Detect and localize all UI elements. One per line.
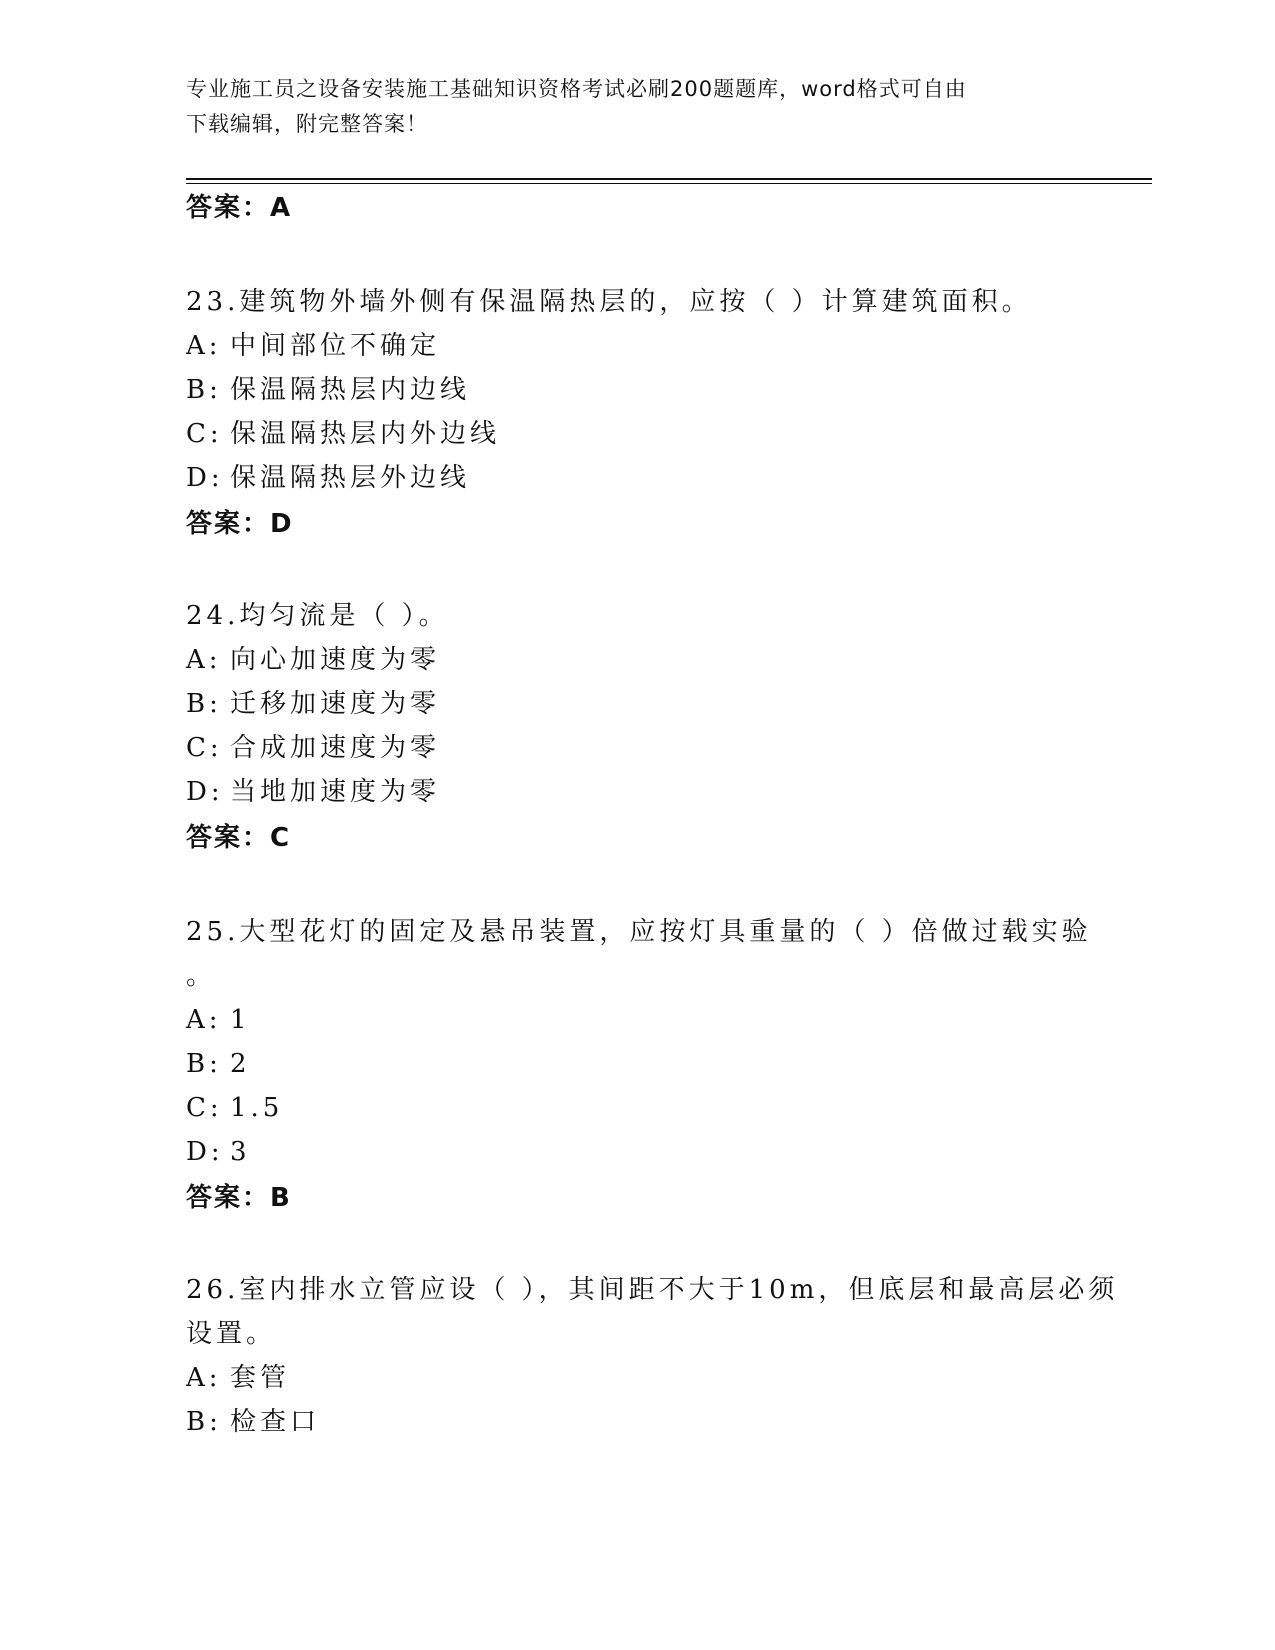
q23-option-b	[186, 374, 470, 406]
q25-answer: 答案：B	[186, 1183, 292, 1213]
option-text: 中间部位不确定	[230, 331, 441, 361]
q25-option-c	[186, 1092, 283, 1124]
q24-option-d	[186, 776, 440, 808]
option-label: A:	[186, 645, 222, 675]
option-text: 保温隔热层外边线	[230, 463, 471, 493]
q26-option-a	[186, 1362, 290, 1394]
option-text: 向心加速度为零	[230, 645, 441, 675]
header-line-1: 专业施工员之设备安装施工基础知识资格考试必刷200题题库，word格式可自由	[186, 77, 967, 101]
q23-answer: 答案：D	[186, 509, 294, 539]
option-label: D:	[186, 463, 224, 493]
q24-stem: 24.均匀流是（ ）。	[186, 601, 449, 631]
option-text: 合成加速度为零	[230, 733, 441, 763]
option-label: D:	[186, 777, 224, 807]
q23-stem: 23.建筑物外墙外侧有保温隔热层的，应按（ ）计算建筑面积。	[186, 287, 1032, 317]
q25-option-d	[186, 1136, 251, 1168]
option-text: 迁移加速度为零	[230, 689, 441, 719]
document-header	[186, 72, 1066, 142]
option-label: B:	[186, 1407, 222, 1437]
option-text: 3	[230, 1137, 251, 1167]
option-label: A:	[186, 331, 222, 361]
option-label: C:	[186, 419, 223, 449]
option-text: 1.5	[230, 1093, 284, 1123]
option-label: A:	[186, 1005, 222, 1035]
option-text: 检查口	[230, 1407, 321, 1437]
header-divider-thick	[186, 178, 1152, 180]
option-text: 保温隔热层内边线	[230, 375, 471, 405]
q25-option-a	[186, 1004, 251, 1036]
option-text: 套管	[230, 1363, 291, 1393]
option-text: 当地加速度为零	[230, 777, 441, 807]
q25-option-b	[186, 1048, 251, 1080]
option-label: B:	[186, 1049, 222, 1079]
option-label: D:	[186, 1137, 224, 1167]
q26-option-b	[186, 1406, 320, 1438]
q24-option-a	[186, 644, 440, 676]
option-label: C:	[186, 733, 223, 763]
option-label: B:	[186, 375, 222, 405]
q23-option-a	[186, 330, 440, 362]
option-label: B:	[186, 689, 222, 719]
q26-stem: 26.室内排水立管应设（ ），其间距不大于10m，但底层和最高层必须	[186, 1275, 1119, 1305]
option-text: 2	[230, 1049, 251, 1079]
q24-answer: 答案：C	[186, 823, 292, 853]
q25-stem-continued: 。	[186, 961, 217, 991]
option-text: 1	[230, 1005, 251, 1035]
option-label: C:	[186, 1093, 223, 1123]
header-line-2: 下载编辑，附完整答案！	[186, 112, 428, 136]
q25-stem: 25.大型花灯的固定及悬吊装置，应按灯具重量的（ ）倍做过载实验	[186, 917, 1092, 947]
option-text: 保温隔热层内外边线	[230, 419, 501, 449]
q24-option-b	[186, 688, 440, 720]
q23-option-d	[186, 462, 470, 494]
q24-option-c	[186, 732, 440, 764]
prev-answer: 答案：A	[186, 193, 293, 223]
option-label: A:	[186, 1363, 222, 1393]
q26-stem-continued: 设置。	[186, 1319, 277, 1349]
header-divider-thin	[186, 183, 1152, 184]
q23-option-c	[186, 418, 500, 450]
